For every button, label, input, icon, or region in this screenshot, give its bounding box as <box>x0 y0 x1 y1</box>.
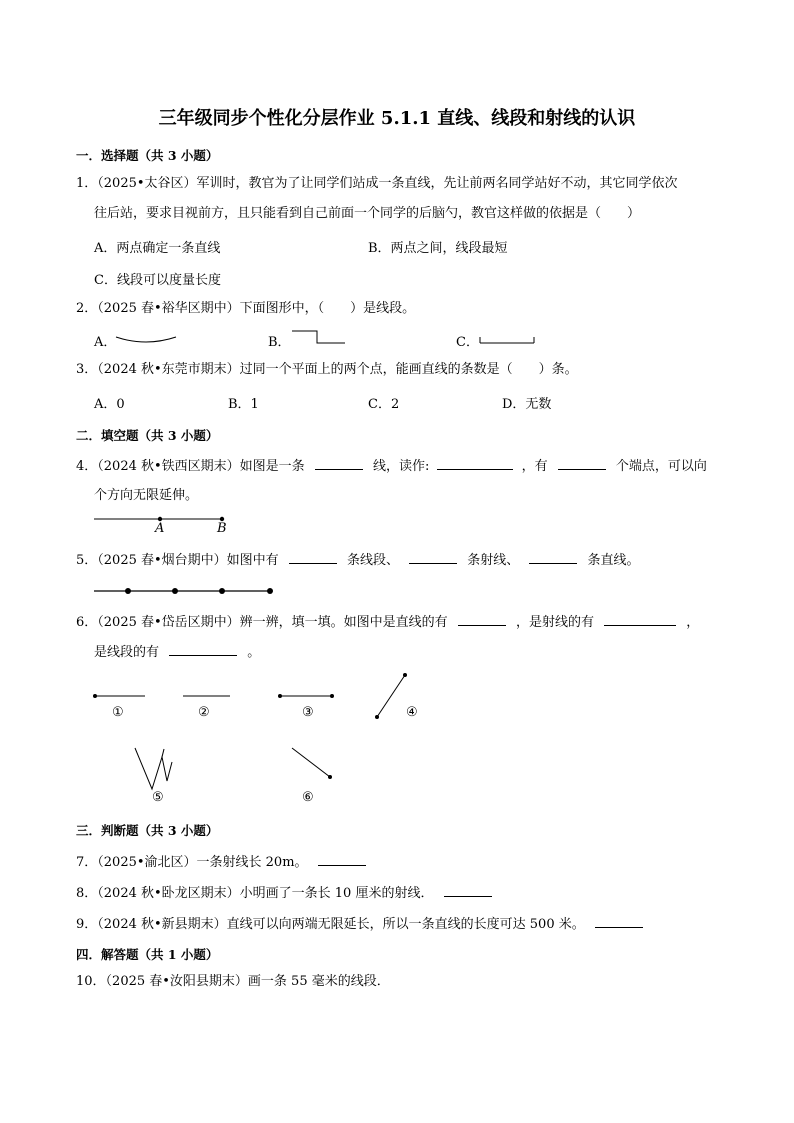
q9-text <box>76 913 643 934</box>
q6-label-5: ⑤ <box>152 790 164 805</box>
q6-label-3: ③ <box>302 705 314 720</box>
q6-figure-5 <box>135 748 172 789</box>
q6-label-1: ① <box>112 705 124 720</box>
q4-label-a: A <box>155 521 165 536</box>
q4-text-line1 <box>76 455 707 476</box>
section-heading-judge: 三．判断题（共 3 小题） <box>76 823 219 838</box>
q4-part4: 个端点，可以向 <box>615 459 707 474</box>
q4-blank-type[interactable] <box>315 455 363 470</box>
q3-text: 3．（2024 秋•东莞市期末）过同一个平面上的两个点，能画直线的条数是（ ）条。 <box>76 362 578 377</box>
q6-part5: 。 <box>247 645 261 660</box>
q5-figure-points-line <box>94 584 274 598</box>
q2-text: 2．（2025 春•裕华区期中）下面图形中，（ ）是线段。 <box>76 301 416 316</box>
q5-text <box>76 549 640 570</box>
q5-blank-lines[interactable] <box>529 549 577 564</box>
q10-text: 10．（2025 春•汝阳县期末）画一条 55 毫米的线段． <box>76 974 390 989</box>
section-heading-choice: 一．选择题（共 3 小题） <box>76 148 219 163</box>
q6-label-6: ⑥ <box>302 790 314 805</box>
q1-option-c[interactable]: C．线段可以度量长度 <box>94 273 221 288</box>
q6-part2: ，是射线的有 <box>515 615 594 630</box>
q3-option-d[interactable]: D．无数 <box>502 397 552 412</box>
q7-text <box>76 851 366 872</box>
q4-part1: 4．（2024 秋•铁西区期末）如图是一条 <box>76 459 305 474</box>
q1-text-line2: 往后站，要求目视前方，且只能看到自己前面一个同学的后脑勺，教官这样做的依据是（ ） <box>94 206 641 221</box>
section-heading-answer: 四．解答题（共 1 小题） <box>76 947 219 962</box>
q5-blank-segments[interactable] <box>289 549 337 564</box>
q6-blank-lines[interactable] <box>458 611 506 626</box>
q2-figure-b-polyline <box>290 328 350 348</box>
q2-figure-a-curve <box>114 331 184 347</box>
q2-option-b[interactable]: B． <box>268 335 291 350</box>
q6-figure-6 <box>292 748 330 777</box>
q6-part3: ， <box>686 615 700 630</box>
q3-option-a[interactable]: A．0 <box>94 397 125 412</box>
q4-blank-read[interactable] <box>437 455 513 470</box>
q6-text-line2 <box>94 641 260 662</box>
q7-blank-answer[interactable] <box>318 851 366 866</box>
q2-option-c[interactable]: C． <box>456 335 479 350</box>
q6-text-line1 <box>76 611 699 632</box>
q4-blank-endpoints[interactable] <box>558 455 606 470</box>
q5-part4: 条直线。 <box>587 553 640 568</box>
section-heading-fill: 二．填空题（共 3 小题） <box>76 428 219 443</box>
q6-blank-rays[interactable] <box>604 611 676 626</box>
q8-question: 8．（2024 秋•卧龙区期末）小明画了一条长 10 厘米的射线． <box>76 886 434 901</box>
q7-question: 7．（2025•渝北区）一条射线长 20m。 <box>76 855 308 870</box>
q8-blank-answer[interactable] <box>444 882 492 897</box>
q1-text-line1: 1．（2025•太谷区）军训时，教官为了让同学们站成一条直线，先让前两名同学站好不动，其它同学依次 <box>76 176 678 191</box>
q9-question: 9．（2024 秋•新县期末）直线可以向两端无限延长，所以一条直线的长度可达 500 米。 <box>76 917 585 932</box>
q6-part1: 6．（2025 春•岱岳区期中）辨一辨，填一填。如图中是直线的有 <box>76 615 448 630</box>
q4-text-line2: 个方向无限延伸。 <box>94 488 199 503</box>
q4-part2: 线，读作: <box>372 459 430 474</box>
q6-blank-segments[interactable] <box>169 641 237 656</box>
page-title: 三年级同步个性化分层作业 5.1.1 直线、线段和射线的认识 <box>158 108 636 129</box>
q9-blank-answer[interactable] <box>595 913 643 928</box>
q8-text <box>76 882 492 903</box>
q5-part2: 条线段、 <box>346 553 399 568</box>
q1-option-b[interactable]: B．两点之间，线段最短 <box>368 241 508 256</box>
q2-figure-c-segment <box>478 332 538 346</box>
q4-label-b: B <box>217 521 227 536</box>
q6-label-2: ② <box>198 705 210 720</box>
q5-blank-rays[interactable] <box>409 549 457 564</box>
q6-figure-4 <box>377 675 405 717</box>
q5-part1: 5．（2025 春•烟台期中）如图中有 <box>76 553 279 568</box>
q6-part4: 是线段的有 <box>94 645 160 660</box>
q3-option-b[interactable]: B．1 <box>228 397 259 412</box>
q4-part3: ，有 <box>521 459 548 474</box>
q2-option-a[interactable]: A． <box>94 335 117 350</box>
q6-label-4: ④ <box>406 705 418 720</box>
q1-option-a[interactable]: A．两点确定一条直线 <box>94 241 221 256</box>
q5-part3: 条射线、 <box>467 553 520 568</box>
q6-figures <box>90 685 450 795</box>
q3-option-c[interactable]: C．2 <box>368 397 400 412</box>
